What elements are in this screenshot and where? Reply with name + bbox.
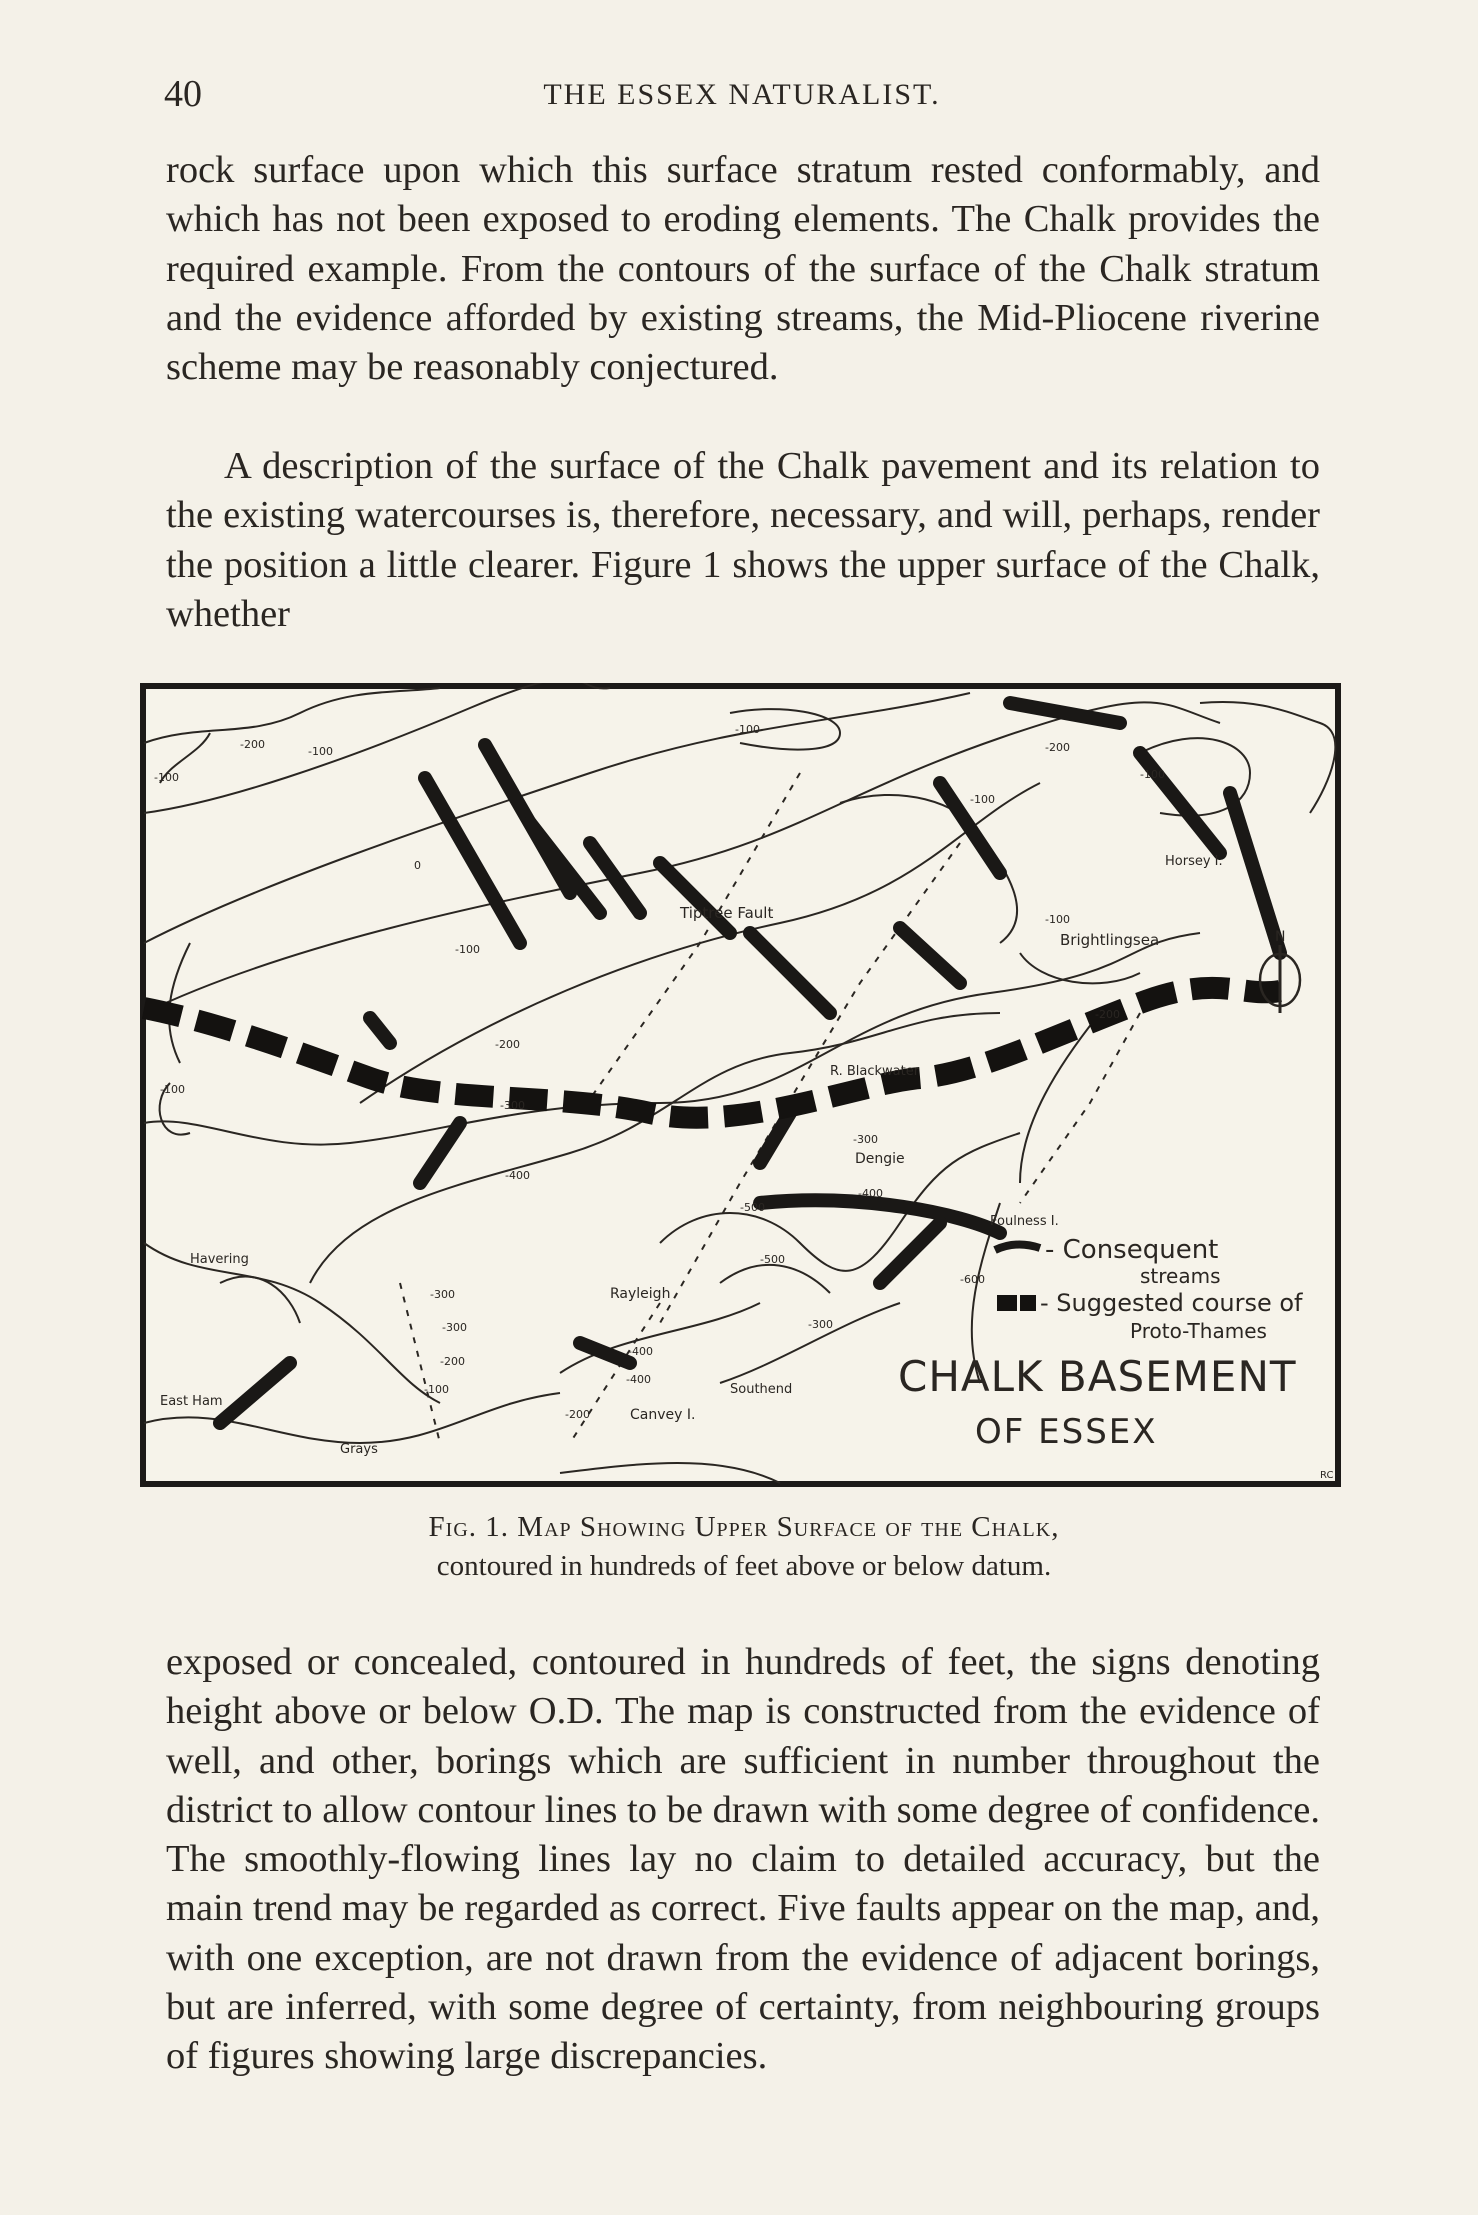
- contour-label: -100: [1140, 768, 1165, 781]
- running-title: THE ESSEX NATURALIST.: [543, 78, 941, 111]
- contour-label: -300: [442, 1321, 467, 1334]
- caption-line-2: contoured in hundreds of feet above or below datum.: [436, 1550, 1052, 1582]
- contour-label: -100: [455, 943, 480, 956]
- contour-label: -200: [240, 738, 265, 751]
- contour-label: 0: [414, 859, 421, 872]
- contour-label: -300: [853, 1133, 878, 1146]
- contour-label: -400: [858, 1187, 883, 1200]
- page-header: [164, 72, 1320, 122]
- contour-label: -200: [1095, 1008, 1120, 1021]
- legend-suggested-swatch: [997, 1295, 1017, 1311]
- contour-label: -200: [440, 1355, 465, 1368]
- legend-suggested-label: - Suggested course of: [1040, 1289, 1303, 1317]
- page-number: 40: [164, 73, 202, 115]
- contour-label: -500: [760, 1253, 785, 1266]
- figure-caption: [164, 1508, 1324, 1586]
- label-havering: Havering: [190, 1252, 249, 1267]
- label-southend: Southend: [730, 1382, 793, 1397]
- legend-consequent-label-2: streams: [1140, 1264, 1221, 1288]
- label-grays: Grays: [340, 1442, 378, 1457]
- contour-label: -300: [808, 1318, 833, 1331]
- contour-label: -200: [1045, 741, 1070, 754]
- label-blackwater: R. Blackwater: [830, 1064, 920, 1079]
- map-initials: RC: [1320, 1470, 1334, 1481]
- contour-label: -400: [505, 1169, 530, 1182]
- compass-north-label: N: [1275, 929, 1286, 945]
- contour-label: -100: [160, 1083, 185, 1096]
- contour-label: -100: [735, 723, 760, 736]
- contour-label: -300: [500, 1099, 525, 1112]
- legend-consequent-label: - Consequent: [1045, 1235, 1219, 1265]
- label-tiptree: Tiptree Fault: [680, 904, 774, 922]
- legend-suggested-label-2: Proto-Thames: [1130, 1319, 1267, 1343]
- label-east-ham: East Ham: [160, 1394, 223, 1409]
- body-paragraph-1: rock surface upon which this surface stratum rested conformably, and which has not been exposed to eroding elements. The Chalk provides the required example. From the contours of the surface of the Chalk stratum and the evidence afforded by existing streams, the Mid-Pliocene riverine scheme may be reasonably conjectured.: [166, 149, 1320, 389]
- label-canvey: Canvey I.: [630, 1407, 696, 1423]
- contour-label: -100: [1045, 913, 1070, 926]
- label-rayleigh: Rayleigh: [610, 1286, 671, 1302]
- contour-label: -100: [154, 771, 179, 784]
- contour-label: -600: [960, 1273, 985, 1286]
- map-title-line-2: OF ESSEX: [975, 1412, 1158, 1452]
- contour-label: -100: [308, 745, 333, 758]
- contour-label: -300: [430, 1288, 455, 1301]
- caption-line-1: Fig. 1. Map Showing Upper Surface of the Chalk,: [428, 1511, 1060, 1543]
- contour-label: -100: [424, 1383, 449, 1396]
- contour-label: -200: [495, 1038, 520, 1051]
- contour-label: -400: [628, 1345, 653, 1358]
- label-horsey: Horsey I.: [1165, 854, 1223, 869]
- map-title-line-1: CHALK BASEMENT: [898, 1352, 1297, 1401]
- body-paragraph-3: exposed or concealed, contoured in hundreds of feet, the signs denoting height above or below O.D. The map is constructed from the evidence of well, and other, borings which are sufficient in number throughout the district to allow contour lines to be drawn with some degree of confidence. The smoothly-flowing lines lay no claim to detailed accuracy, but the main trend may be regarded as correct. Five faults appear on the map, and, with one exception, are not drawn from the evidence of adjacent borings, but are inferred, with some degree of certainty, from neighbouring groups of figures showing large discrepancies.: [166, 1641, 1320, 2078]
- chalk-basement-map: [140, 683, 1346, 1491]
- label-dengie: Dengie: [855, 1151, 905, 1167]
- label-foulness: Foulness I.: [990, 1214, 1059, 1229]
- contour-label: -400: [626, 1373, 651, 1386]
- contour-label: -500: [740, 1201, 765, 1214]
- label-brightlingsea: Brightlingsea: [1060, 931, 1160, 949]
- body-paragraph-2: A description of the surface of the Chalk pavement and its relation to the existing watercourses is, therefore, necessary, and will, perhaps, render the position a little clearer. Figure 1 shows the upper surface of the Chalk, whether: [166, 445, 1320, 635]
- legend-suggested-swatch-2: [1020, 1295, 1036, 1311]
- contour-label: -200: [565, 1408, 590, 1421]
- contour-label: -100: [970, 793, 995, 806]
